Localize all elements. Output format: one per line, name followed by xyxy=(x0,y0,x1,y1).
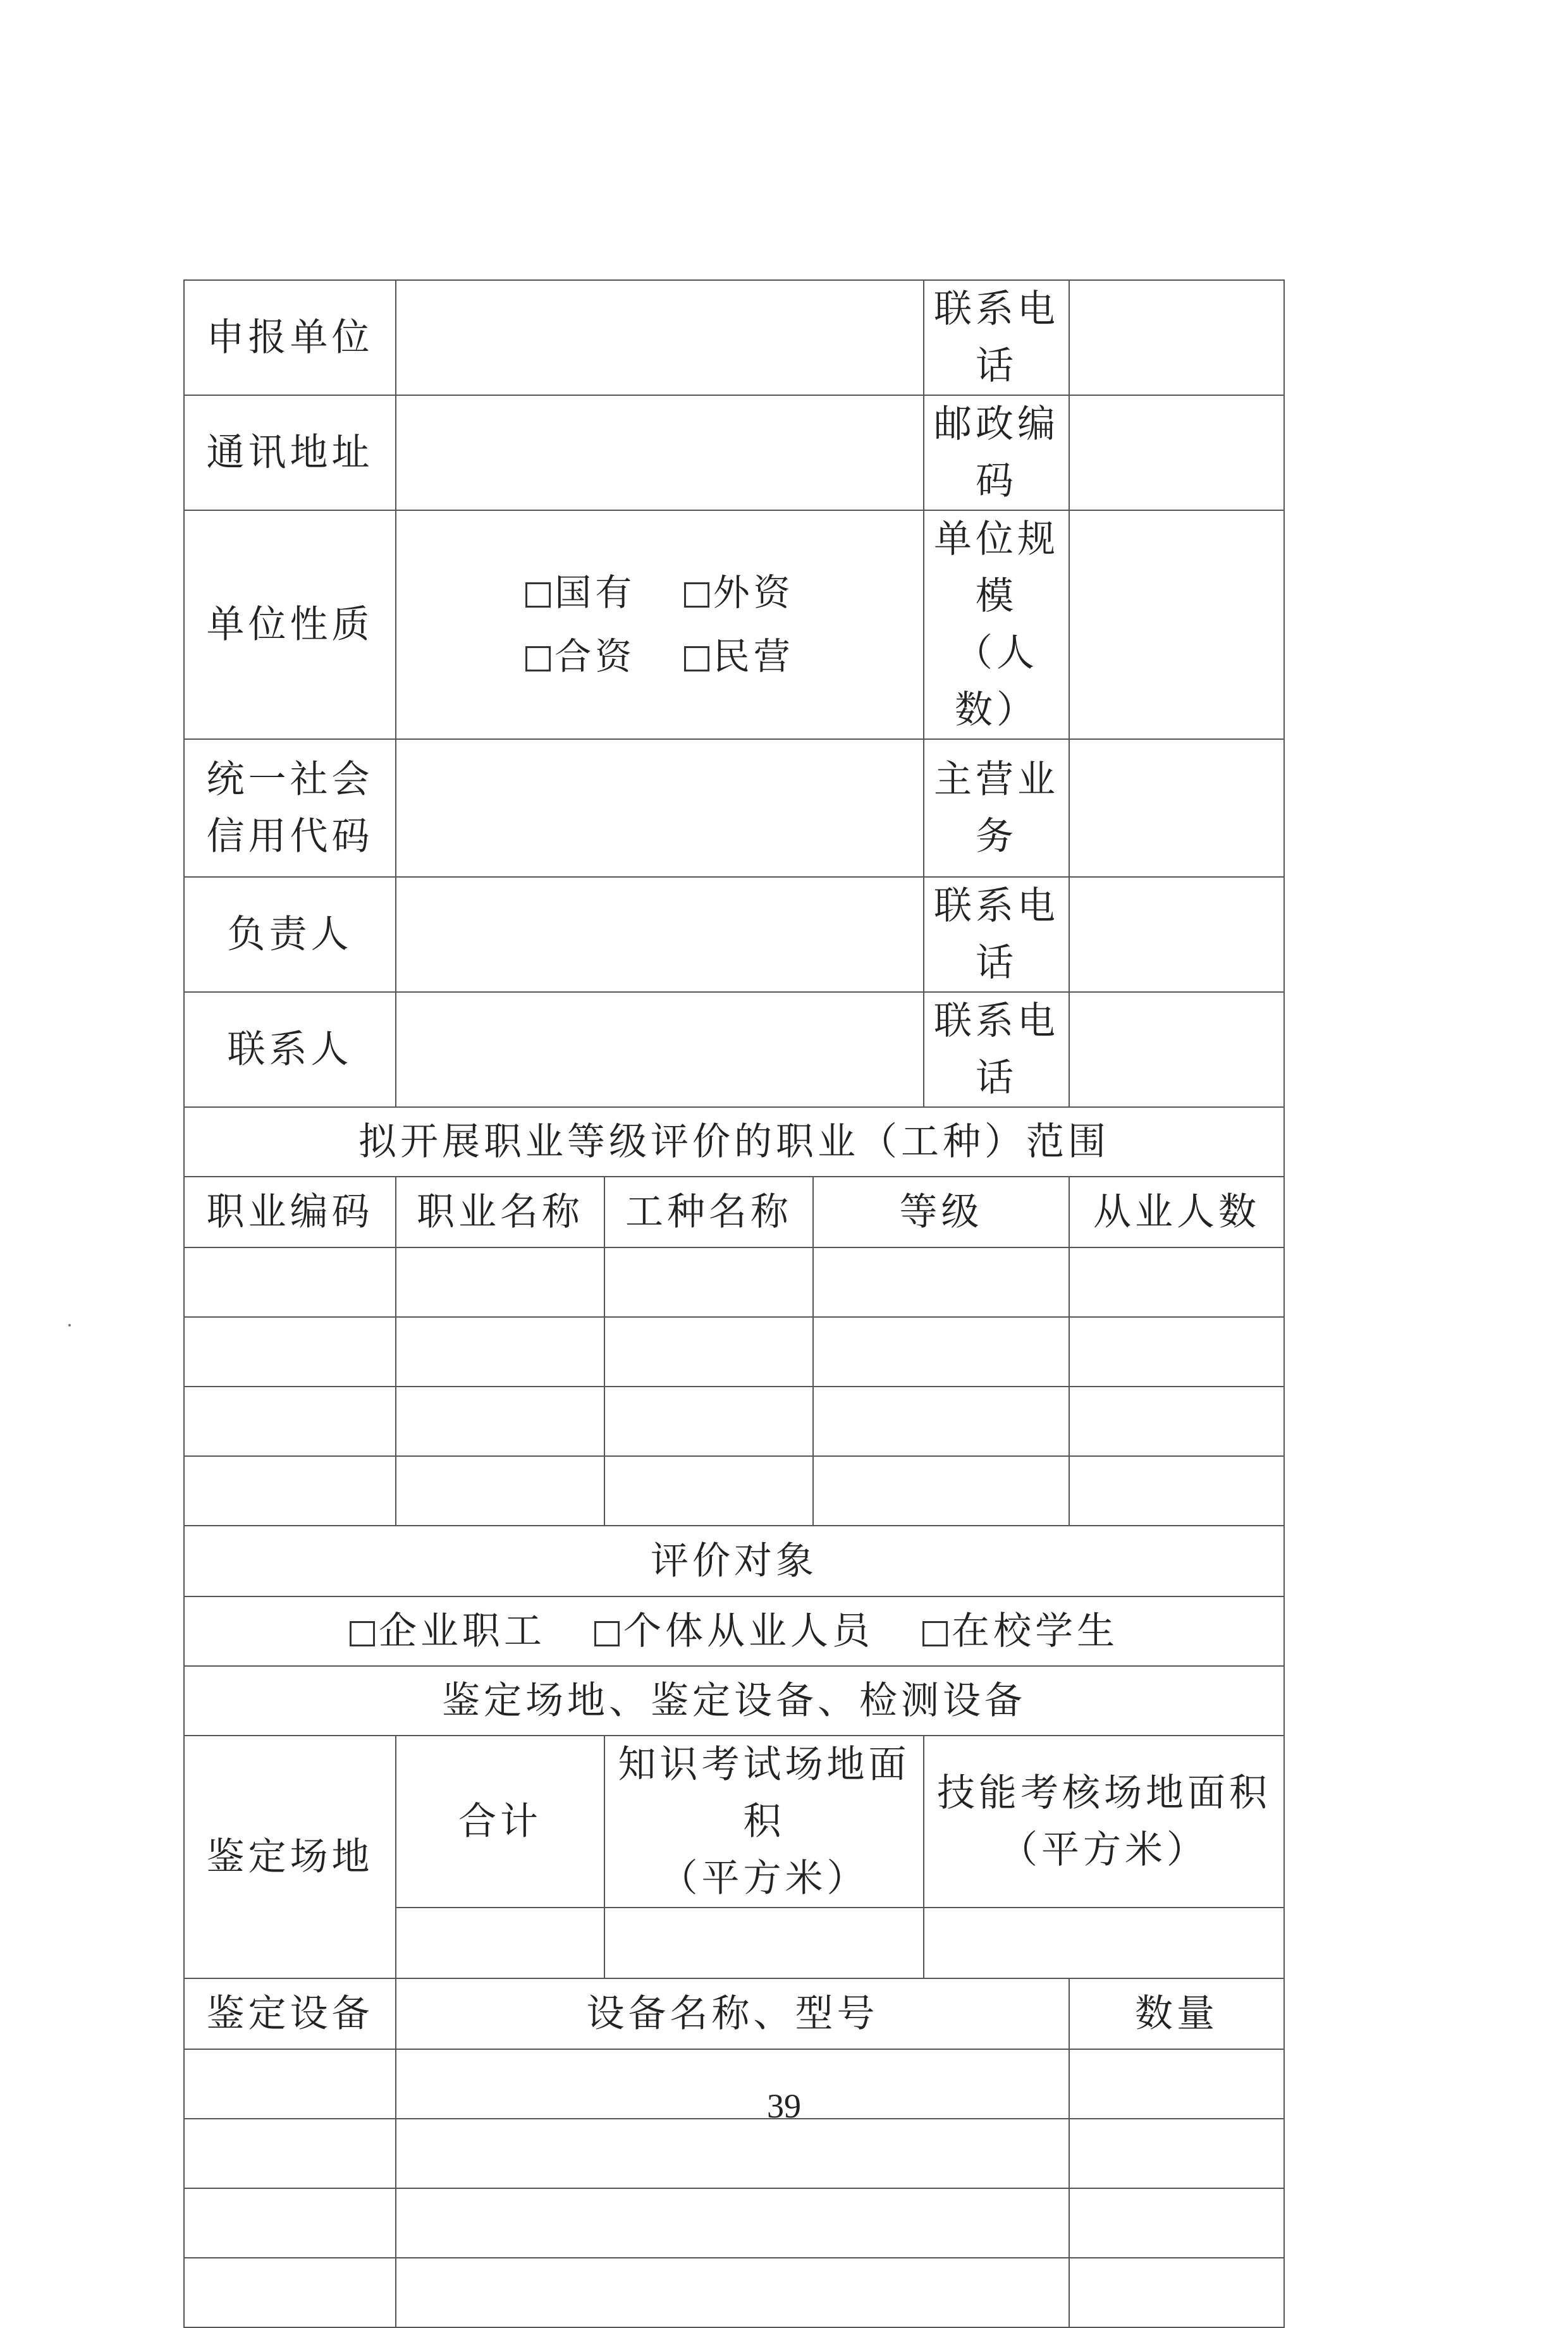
header-level: 等级 xyxy=(813,1177,1069,1247)
occupation-code-cell[interactable] xyxy=(184,1387,396,1456)
table-row xyxy=(184,1456,1284,1526)
main-business-field[interactable] xyxy=(1069,739,1284,877)
option-enterprise-employees[interactable]: 企业职工 xyxy=(350,1603,546,1660)
row-occupation-headers xyxy=(184,1177,1284,1247)
row-credit-code xyxy=(184,739,1284,877)
row-contact-person xyxy=(184,992,1284,1107)
option-individual-practitioners[interactable]: 个体从业人员 xyxy=(594,1603,874,1660)
occupation-name-cell[interactable] xyxy=(396,1317,604,1387)
main-business-label: 主营业务 xyxy=(924,739,1069,877)
credit-code-field[interactable] xyxy=(396,739,924,877)
venue-total-field[interactable] xyxy=(396,1908,604,1978)
row-person-in-charge xyxy=(184,877,1284,992)
credit-code-label: 统一社会 信用代码 xyxy=(184,739,396,877)
person-in-charge-phone-field[interactable] xyxy=(1069,877,1284,992)
checkbox-icon[interactable] xyxy=(525,646,551,671)
option-private[interactable]: 民营 xyxy=(684,625,794,689)
row-equipment-headers xyxy=(184,1978,1284,2049)
equipment-label: 鉴定设备 xyxy=(184,1978,396,2049)
person-in-charge-field[interactable] xyxy=(396,877,924,992)
equipment-category-cell[interactable] xyxy=(184,2258,396,2327)
level-cell[interactable] xyxy=(813,1317,1069,1387)
scan-speck xyxy=(68,1324,71,1326)
person-in-charge-phone-label: 联系电话 xyxy=(924,877,1069,992)
header-employee-count: 从业人数 xyxy=(1069,1177,1284,1247)
job-type-name-cell[interactable] xyxy=(604,1387,813,1456)
row-applicant-unit xyxy=(184,280,1284,395)
checkbox-icon[interactable] xyxy=(684,646,709,671)
address-label: 通讯地址 xyxy=(184,395,396,510)
checkbox-icon[interactable] xyxy=(350,1621,375,1646)
postcode-field[interactable] xyxy=(1069,395,1284,510)
table-row xyxy=(184,1317,1284,1387)
contact-person-field[interactable] xyxy=(396,992,924,1107)
equipment-quantity-cell[interactable] xyxy=(1069,2119,1284,2188)
header-job-type-name: 工种名称 xyxy=(604,1177,813,1247)
applicant-unit-label: 申报单位 xyxy=(184,280,396,395)
occupation-scope-title: 拟开展职业等级评价的职业（工种）范围 xyxy=(184,1107,1284,1177)
unit-nature-options xyxy=(396,510,924,739)
equipment-name-cell[interactable] xyxy=(396,2188,1069,2258)
equipment-quantity-cell[interactable] xyxy=(1069,2188,1284,2258)
skill-area-label: 技能考核场地面积 （平方米） xyxy=(924,1736,1284,1908)
table-row xyxy=(184,2188,1284,2258)
unit-nature-label: 单位性质 xyxy=(184,510,396,739)
option-foreign-owned[interactable]: 外资 xyxy=(684,561,794,625)
employee-count-cell[interactable] xyxy=(1069,1387,1284,1456)
row-venue-headers xyxy=(184,1736,1284,1908)
row-address xyxy=(184,395,1284,510)
option-students[interactable]: 在校学生 xyxy=(922,1603,1118,1660)
equipment-quantity-cell[interactable] xyxy=(1069,2258,1284,2327)
employee-count-cell[interactable] xyxy=(1069,1317,1284,1387)
checkbox-icon[interactable] xyxy=(684,582,709,608)
occupation-name-cell[interactable] xyxy=(396,1387,604,1456)
job-type-name-cell[interactable] xyxy=(604,1317,813,1387)
row-facilities-title xyxy=(184,1666,1284,1736)
phone-field[interactable] xyxy=(1069,280,1284,395)
skill-area-field[interactable] xyxy=(924,1908,1284,1978)
page-number: 39 xyxy=(767,2087,801,2125)
row-evaluation-options xyxy=(184,1596,1284,1666)
venue-total-label: 合计 xyxy=(396,1736,604,1908)
occupation-code-cell[interactable] xyxy=(184,1247,396,1317)
level-cell[interactable] xyxy=(813,1456,1069,1526)
option-joint-venture[interactable]: 合资 xyxy=(525,625,635,689)
table-row xyxy=(184,2119,1284,2188)
row-evaluation-title xyxy=(184,1526,1284,1596)
knowledge-area-label: 知识考试场地面积 （平方米） xyxy=(604,1736,924,1908)
checkbox-icon[interactable] xyxy=(594,1621,620,1646)
evaluation-target-options xyxy=(184,1596,1284,1666)
employee-count-cell[interactable] xyxy=(1069,1456,1284,1526)
phone-label: 联系电话 xyxy=(924,280,1069,395)
unit-scale-field[interactable] xyxy=(1069,510,1284,739)
form-table xyxy=(183,279,1285,2328)
postcode-label: 邮政编码 xyxy=(924,395,1069,510)
evaluation-target-title: 评价对象 xyxy=(184,1526,1284,1596)
application-form xyxy=(183,279,1283,2043)
table-row xyxy=(184,1387,1284,1456)
facilities-title: 鉴定场地、鉴定设备、检测设备 xyxy=(184,1666,1284,1736)
equipment-category-cell[interactable] xyxy=(184,2119,396,2188)
occupation-name-cell[interactable] xyxy=(396,1456,604,1526)
header-occupation-name: 职业名称 xyxy=(396,1177,604,1247)
job-type-name-cell[interactable] xyxy=(604,1247,813,1317)
equipment-name-cell[interactable] xyxy=(396,2258,1069,2327)
venue-label: 鉴定场地 xyxy=(184,1736,396,1978)
applicant-unit-field[interactable] xyxy=(396,280,924,395)
header-occupation-code: 职业编码 xyxy=(184,1177,396,1247)
quantity-label: 数量 xyxy=(1069,1978,1284,2049)
checkbox-icon[interactable] xyxy=(525,582,551,608)
row-occupation-title xyxy=(184,1107,1284,1177)
option-state-owned[interactable]: 国有 xyxy=(525,561,635,625)
occupation-code-cell[interactable] xyxy=(184,1317,396,1387)
unit-scale-label: 单位规模 （人数） xyxy=(924,510,1069,739)
row-unit-nature xyxy=(184,510,1284,739)
equipment-name-cell[interactable] xyxy=(396,2119,1069,2188)
table-row xyxy=(184,2258,1284,2327)
address-field[interactable] xyxy=(396,395,924,510)
knowledge-area-field[interactable] xyxy=(604,1908,924,1978)
occupation-name-cell[interactable] xyxy=(396,1247,604,1317)
contact-person-phone-label: 联系电话 xyxy=(924,992,1069,1107)
contact-person-label: 联系人 xyxy=(184,992,396,1107)
level-cell[interactable] xyxy=(813,1387,1069,1456)
person-in-charge-label: 负责人 xyxy=(184,877,396,992)
equipment-name-label: 设备名称、型号 xyxy=(396,1978,1069,2049)
equipment-category-cell[interactable] xyxy=(184,2188,396,2258)
level-cell[interactable] xyxy=(813,1247,1069,1317)
employee-count-cell[interactable] xyxy=(1069,1247,1284,1317)
occupation-code-cell[interactable] xyxy=(184,1456,396,1526)
job-type-name-cell[interactable] xyxy=(604,1456,813,1526)
contact-person-phone-field[interactable] xyxy=(1069,992,1284,1107)
table-row xyxy=(184,1247,1284,1317)
checkbox-icon[interactable] xyxy=(922,1621,948,1646)
